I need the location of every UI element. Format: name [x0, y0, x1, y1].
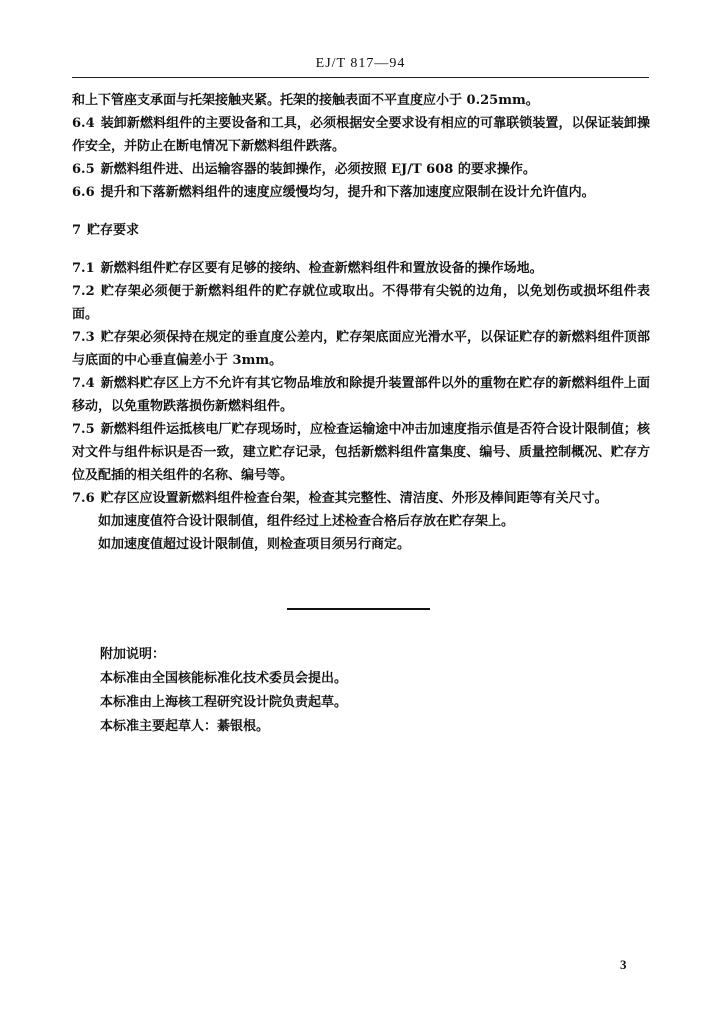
- clause-number: 6.4: [72, 116, 95, 131]
- section-7-title: [72, 219, 650, 242]
- clause-number: 7.6: [72, 491, 95, 506]
- document-header: [0, 56, 721, 72]
- clause-number: 6.5: [72, 162, 95, 177]
- clause-6-4: [72, 112, 650, 158]
- clause-number: 7.5: [72, 422, 95, 437]
- clause-text: 贮存架必须便于新燃料组件的贮存就位或取出。不得带有尖锐的边角，以免划伤或损坏组件表面。: [72, 284, 650, 322]
- clause-number: 7.2: [72, 284, 95, 299]
- appendix-title: 附加说明：: [100, 647, 166, 662]
- clause-7-1: [72, 257, 650, 280]
- page-number: 3: [620, 957, 627, 972]
- clause-text: 装卸新燃料组件的主要设备和工具，必须根据安全要求设有相应的可靠联锁装置，以保证装卸操作安全，并防止在断电情况下新燃料组件跌落。: [72, 116, 650, 154]
- clause-7-2: [72, 280, 650, 326]
- clause-7-6: [72, 487, 650, 510]
- clause-7-5: [72, 418, 650, 487]
- clause-text: 提升和下落新燃料组件的速度应缓慢均匀，提升和下落加速度应限制在设计允许值内。: [100, 185, 595, 200]
- clause-7-4: [72, 372, 650, 418]
- appendix-line: 本标准主要起草人：綦银根。: [100, 719, 270, 734]
- clause-6-5: [72, 158, 650, 181]
- clause-6-6: [72, 181, 650, 204]
- clause-text: 新燃料组件进、出运输容器的装卸操作，必须按照 EJ/T 608 的要求操作。: [100, 162, 536, 177]
- note-line: 如加速度值超过设计限制值，则检查项目须另行商定。: [98, 537, 411, 552]
- clause-text: 新燃料组件运抵核电厂贮存现场时，应检查运输途中冲击加速度指示值是否符合设计限制值；核对文件与组件标识是否一致，建立贮存记录，包括新燃料组件富集度、编号、质量控制概况、贮存方位及配插的相关组件的名称、编号等。: [72, 422, 650, 483]
- clause-number: 7.1: [72, 261, 95, 276]
- section-divider: [287, 608, 430, 610]
- clause-number: 7.3: [72, 330, 95, 345]
- appendix-line: 本标准由全国核能标准化技术委员会提出。: [100, 671, 348, 686]
- appendix-notes: [100, 643, 640, 739]
- main-content: [72, 89, 650, 556]
- clause-number: 6.6: [72, 185, 95, 200]
- note-line: 如加速度值符合设计限制值，组件经过上述检查合格后存放在贮存架上。: [98, 514, 515, 529]
- header-rule: [72, 77, 649, 78]
- appendix-line: 本标准由上海核工程研究设计院负责起草。: [100, 695, 348, 710]
- clause-7-3: [72, 326, 650, 372]
- clause-text: 贮存区应设置新燃料组件检查台架，检查其完整性、清洁度、外形及棒间距等有关尺寸。: [100, 491, 608, 506]
- section-number: 7: [72, 223, 82, 238]
- clause-text: 新燃料组件贮存区要有足够的接纳、检查新燃料组件和置放设备的操作场地。: [100, 261, 543, 276]
- clause-text: 新燃料贮存区上方不允许有其它物品堆放和除提升装置部件以外的重物在贮存的新燃料组件上面移动，以免重物跌落损伤新燃料组件。: [72, 376, 650, 414]
- continuation-text: 和上下管座支承面与托架接触夹紧。托架的接触表面不平直度应小于 0.25mm。: [72, 93, 539, 108]
- clause-text: 贮存架必须保持在规定的垂直度公差内，贮存架底面应光滑水平，以保证贮存的新燃料组件顶部与底面的中心垂直偏差小于 3mm。: [72, 330, 650, 368]
- clause-number: 7.4: [72, 376, 95, 391]
- section-title-text: 贮存要求: [87, 223, 140, 238]
- standard-code: EJ/T 817—94: [315, 56, 406, 71]
